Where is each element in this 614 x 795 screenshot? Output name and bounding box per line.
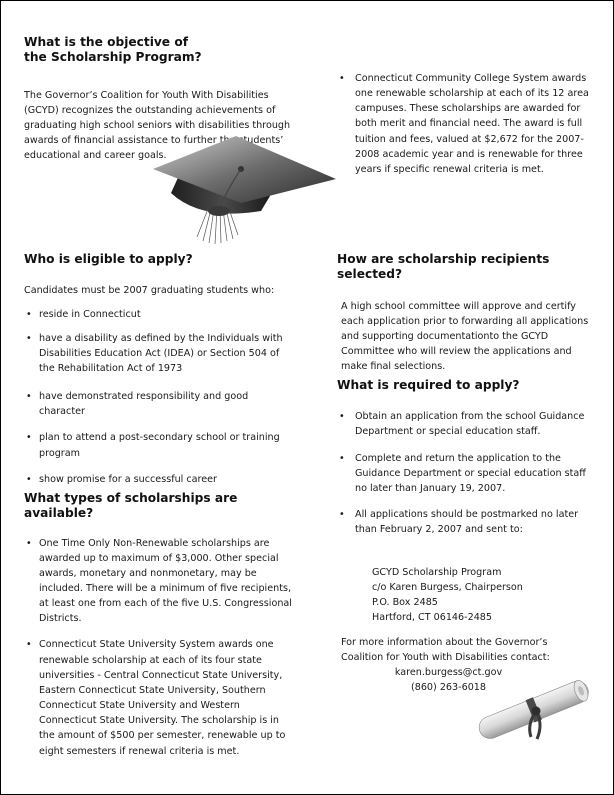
- eligible-intro: Candidates must be 2007 graduating students who:: [24, 285, 275, 297]
- eligibility-section: [24, 252, 294, 487]
- contact-line: Coalition for Youth with Disabilities contact:: [341, 652, 550, 664]
- eligible-heading: Who is eligible to apply?: [24, 252, 193, 266]
- eligible-item: • plan to attend a post-secondary school or training program: [24, 430, 294, 460]
- required-item: • Complete and return the application to the Guidance Department or special education staff no later than January 19, 2007.: [337, 451, 599, 496]
- selected-heading: How are scholarship recipients selected?: [337, 252, 550, 282]
- eligible-item: • reside in Connecticut: [24, 307, 294, 322]
- address-line: GCYD Scholarship Program: [372, 567, 502, 578]
- selection-section: [337, 252, 599, 374]
- types-heading: [24, 491, 296, 522]
- address-line: c/o Karen Burgess, Chairperson: [372, 582, 523, 594]
- types-heading-line1: What types of scholarships are: [24, 491, 238, 505]
- objective-heading-line1: What is the objective of: [24, 35, 188, 49]
- requirements-section: [337, 378, 599, 537]
- required-item: • All applications should be postmarked no later than February 2, 2007 and sent to:: [337, 507, 599, 537]
- contact-email: karen.burgess@ct.gov: [394, 667, 503, 679]
- contact-line: For more information about the Governor’s: [341, 637, 548, 648]
- objective-heading-line2: the Scholarship Program?: [24, 50, 202, 65]
- types-heading-line2: available?: [24, 506, 94, 521]
- types-section: [24, 491, 296, 759]
- objective-body: The Governor’s Coalition for Youth With Disabilities (GCYD) recognizes the outstanding achievements of graduating high school seniors with disabilities through awards of financial assistance to further the students’ educational and career goals.: [24, 89, 291, 162]
- address-line: Hartford, CT 06146-2485: [372, 612, 493, 624]
- community-college-item: • Connecticut Community College System awards one renewable scholarship at each of its 12 area campuses. These scholarships are awarded for both merit and financial need. The award is full tuition and fees, valued at $2,672 for the 2007-2008 academic year and is renewable for three years if specific renewal criteria is met.: [337, 71, 595, 177]
- selected-body: A high school committee will approve and certify each application prior to forwarding all applications and supporting documentationto the GCYD Committee who will review the applications and make final selections.: [341, 300, 589, 373]
- eligible-item: • show promise for a successful career: [24, 472, 294, 487]
- mailing-address: [372, 565, 592, 626]
- contact-phone: (860) 263-6018: [410, 682, 487, 694]
- right-column-top: [337, 71, 595, 177]
- eligible-item: • have demonstrated responsibility and good character: [24, 389, 294, 419]
- address-line: P.O. Box 2485: [372, 597, 438, 609]
- diploma-scroll-image: [471, 673, 595, 743]
- objective-heading: [24, 35, 292, 66]
- required-heading: What is required to apply?: [337, 378, 520, 392]
- graduation-cap-image: [141, 131, 341, 246]
- required-item: • Obtain an application from the school Guidance Department or special education staff.: [337, 409, 599, 439]
- eligible-item: • have a disability as defined by the Individuals with Disabilities Education Act (IDEA) or Section 504 of the Rehabilitation Act of 1973: [24, 331, 294, 376]
- types-item: • One Time Only Non-Renewable scholarships are awarded up to maximum of $3,000. Other special awards, monetary and nonmonetary, may be included. There will be a minimum of five recipients, at least one from each of the five U.S. Congressional Districts.: [24, 536, 296, 627]
- types-item: • Connecticut State University System awards one renewable scholarship at each of its four state universities - Central Connecticut State University, Eastern Connecticut State University, Southern Connecticut State University and Western Connecticut State University. The scholarship is in the amount of $500 per semester, renewable up to eight semesters if renewal criteria is met.: [24, 637, 296, 758]
